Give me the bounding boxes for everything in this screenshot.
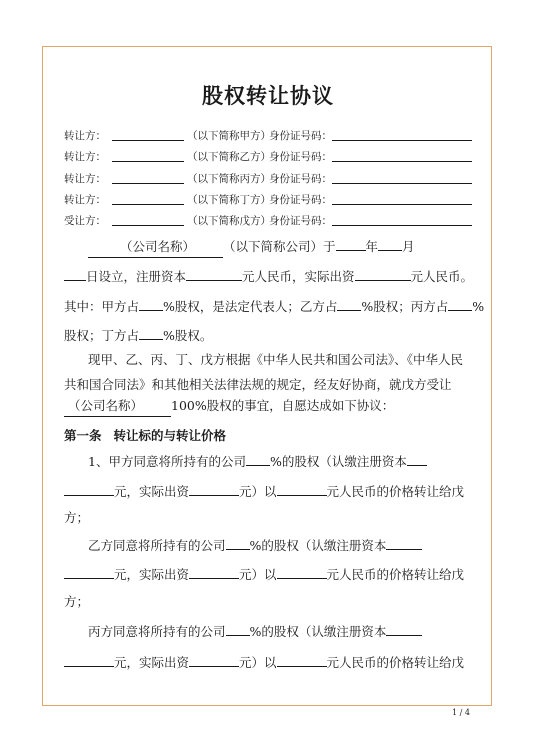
subscribed-blank [386,535,422,550]
subscribed-blank-cont [64,652,114,667]
party-role: 转让方： [64,151,106,163]
id-label: 身份证号码： [269,173,332,185]
party-row-4 [64,191,484,209]
clause-2-line3: 方； [64,594,90,609]
id-blank [332,191,472,205]
party-alias: （以下简称丁方） [187,194,271,206]
subscribed-blank-cont [64,564,114,579]
id-label: 身份证号码： [269,151,332,163]
party-row-1 [64,127,484,145]
id-blank [332,148,472,162]
share-c-blank [448,296,472,311]
percent-blank [246,451,270,466]
preamble-line3: （公司名称） 100%股权的事宜，自愿达成如下协议： [64,396,394,417]
clause-1-line1: 1、甲方同意将所持有的公司 %的股权（认缴注册资本 [88,451,427,472]
year-blank [336,236,366,251]
party-alias: （以下简称丙方） [187,173,271,185]
name-blank [112,127,184,141]
clause-1-line2: 元，实际出资 元）以 元人民币的价格转让给戊 [64,481,464,502]
party-role: 转让方： [64,194,106,206]
party-alias: （以下简称戊方） [187,215,271,227]
article-1-heading: 第一条 转让标的与转让价格 [64,428,227,443]
id-blank [332,127,472,141]
capital-blank [186,266,242,281]
page-number: 1 / 4 [452,708,470,717]
paid-blank [355,266,411,281]
price-blank [277,481,327,496]
document-title: 股权转让协议 [202,83,334,108]
company-name-blank: （公司名称） [64,396,171,417]
id-blank [332,212,472,226]
paid-in-blank [189,481,239,496]
clause-2-line2: 元，实际出资 元）以 元人民币的价格转让给戊 [64,564,464,585]
party-alias: （以下简称乙方） [187,151,271,163]
preamble-line1: 现甲、乙、丙、丁、戊方根据《中华人民共和国公司法》、《中华人民 [88,352,464,367]
id-label: 身份证号码： [269,194,332,206]
preamble-line2: 共和国合同法》和其他相关法律法规的规定，经友好协商，就戊方受让 [64,377,452,392]
party-role: 转让方： [64,173,106,185]
id-label: 身份证号码： [269,215,332,227]
party-alias: （以下简称甲方） [187,130,271,142]
party-role: 受让方： [64,215,106,227]
shareholding-line1: 其中：甲方占 %股权，是法定代表人；乙方占 %股权；丙方占 % [64,296,484,317]
name-blank [112,191,184,205]
paid-in-blank [189,652,239,667]
share-a-blank [139,296,163,311]
subscribed-blank [386,621,422,636]
company-name-blank: （公司名称） [88,237,223,258]
party-row-3 [64,170,484,188]
clause-3-line2: 元，实际出资 元）以 元人民币的价格转让给戊 [64,652,464,673]
party-role: 转让方： [64,130,106,142]
clause-2-line1: 乙方同意将所持有的公司 %的股权（认缴注册资本 [88,535,422,556]
company-intro-line2: 日设立，注册资本 元人民币，实际出资 元人民币。 [64,266,473,287]
paid-in-blank [189,564,239,579]
party-row-5 [64,212,484,230]
company-intro-line1: （公司名称） （以下简称公司）于 年 月 [88,236,415,258]
name-blank [112,212,184,226]
id-label: 身份证号码： [269,130,332,142]
subscribed-blank-cont [64,481,114,496]
share-d-blank [139,325,163,340]
name-blank [112,170,184,184]
day-blank [64,266,86,281]
name-blank [112,148,184,162]
clause-1-line3: 方； [64,510,90,525]
clause-3-line1: 丙方同意将所持有的公司 %的股权（认缴注册资本 [88,621,422,642]
price-blank [277,564,327,579]
price-blank [277,652,327,667]
percent-blank [226,535,250,550]
party-row-2 [64,148,484,166]
month-blank [378,236,402,251]
share-b-blank [337,296,361,311]
id-blank [332,170,472,184]
percent-blank [226,621,250,636]
subscribed-blank [407,451,427,466]
shareholding-line2: 股权；丁方占 %股权。 [64,325,212,346]
